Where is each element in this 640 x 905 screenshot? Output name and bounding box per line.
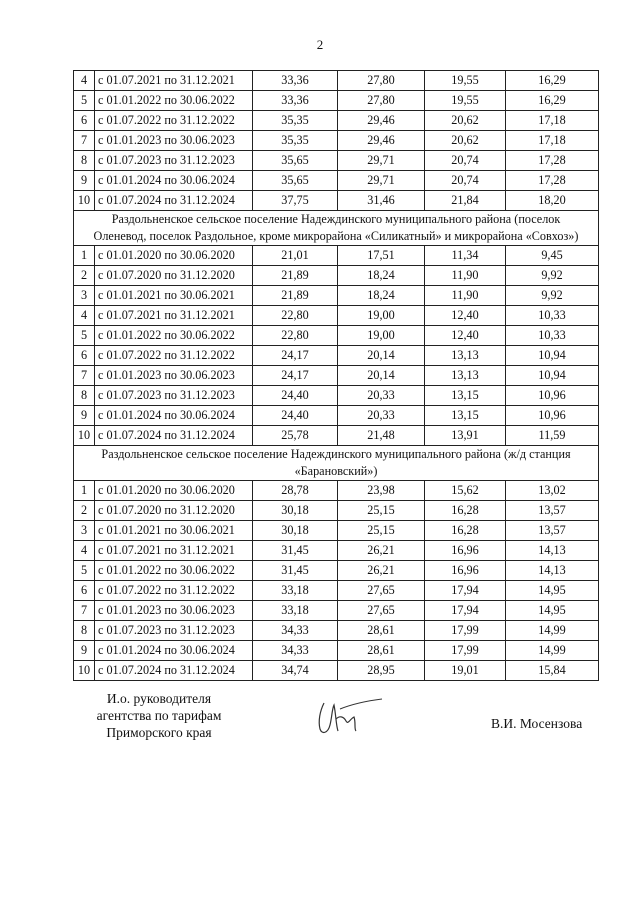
row-number-cell: 8 [74, 386, 95, 406]
value-cell: 29,46 [338, 111, 425, 131]
value-cell: 22,80 [253, 306, 338, 326]
period-cell: с 01.07.2021 по 31.12.2021 [95, 71, 253, 91]
value-cell: 25,15 [338, 521, 425, 541]
value-cell: 35,35 [253, 131, 338, 151]
table-row [74, 71, 599, 91]
table-row [74, 521, 599, 541]
value-cell: 37,75 [253, 191, 338, 211]
period-cell: с 01.07.2020 по 31.12.2020 [95, 266, 253, 286]
period-cell: с 01.01.2023 по 30.06.2023 [95, 131, 253, 151]
value-cell: 13,57 [506, 501, 599, 521]
value-cell: 9,92 [506, 286, 599, 306]
value-cell: 10,96 [506, 406, 599, 426]
value-cell: 12,40 [425, 306, 506, 326]
value-cell: 17,99 [425, 621, 506, 641]
value-cell: 14,13 [506, 541, 599, 561]
value-cell: 21,01 [253, 246, 338, 266]
value-cell: 23,98 [338, 481, 425, 501]
value-cell: 24,40 [253, 406, 338, 426]
row-number-cell: 5 [74, 561, 95, 581]
value-cell: 19,55 [425, 71, 506, 91]
value-cell: 17,99 [425, 641, 506, 661]
section-header [74, 446, 599, 481]
row-number-cell: 10 [74, 661, 95, 681]
value-cell: 14,13 [506, 561, 599, 581]
value-cell: 22,80 [253, 326, 338, 346]
value-cell: 24,17 [253, 366, 338, 386]
row-number-cell: 6 [74, 111, 95, 131]
value-cell: 18,20 [506, 191, 599, 211]
value-cell: 26,21 [338, 561, 425, 581]
value-cell: 20,33 [338, 386, 425, 406]
period-cell: с 01.07.2023 по 31.12.2023 [95, 386, 253, 406]
value-cell: 18,24 [338, 286, 425, 306]
table-row [74, 386, 599, 406]
value-cell: 16,28 [425, 521, 506, 541]
row-number-cell: 10 [74, 426, 95, 446]
section-header-line: Оленевод, поселок Раздольное, кроме микрорайона «Силикатный» и микрорайона «Совхоз») [93, 229, 579, 243]
value-cell: 17,18 [506, 111, 599, 131]
value-cell: 21,48 [338, 426, 425, 446]
value-cell: 28,61 [338, 621, 425, 641]
value-cell: 20,14 [338, 366, 425, 386]
value-cell: 16,29 [506, 91, 599, 111]
period-cell: с 01.01.2022 по 30.06.2022 [95, 91, 253, 111]
value-cell: 29,71 [338, 171, 425, 191]
table-row [74, 661, 599, 681]
row-number-cell: 2 [74, 266, 95, 286]
page-number: 2 [316, 37, 324, 52]
row-number-cell: 4 [74, 71, 95, 91]
row-number-cell: 9 [74, 641, 95, 661]
value-cell: 17,18 [506, 131, 599, 151]
table-row [74, 266, 599, 286]
value-cell: 21,84 [425, 191, 506, 211]
row-number-cell: 3 [74, 286, 95, 306]
period-cell: с 01.01.2023 по 30.06.2023 [95, 601, 253, 621]
value-cell: 9,45 [506, 246, 599, 266]
value-cell: 19,00 [338, 306, 425, 326]
period-cell: с 01.01.2021 по 30.06.2021 [95, 521, 253, 541]
value-cell: 13,13 [425, 346, 506, 366]
value-cell: 20,14 [338, 346, 425, 366]
period-cell: с 01.07.2021 по 31.12.2021 [95, 541, 253, 561]
table-row [74, 426, 599, 446]
row-number-cell: 8 [74, 621, 95, 641]
signatory-name: В.И. Мосензова [491, 716, 583, 731]
table-row [74, 286, 599, 306]
value-cell: 10,96 [506, 386, 599, 406]
value-cell: 10,94 [506, 366, 599, 386]
value-cell: 17,94 [425, 601, 506, 621]
period-cell: с 01.07.2024 по 31.12.2024 [95, 191, 253, 211]
signatory-title [84, 690, 234, 741]
tariff-table-body [74, 71, 599, 681]
table-row [74, 641, 599, 661]
value-cell: 14,95 [506, 601, 599, 621]
table-row [74, 366, 599, 386]
table-row [74, 171, 599, 191]
value-cell: 9,92 [506, 266, 599, 286]
value-cell: 20,62 [425, 111, 506, 131]
tariff-table [73, 70, 599, 681]
value-cell: 31,45 [253, 541, 338, 561]
value-cell: 24,17 [253, 346, 338, 366]
row-number-cell: 9 [74, 406, 95, 426]
value-cell: 19,00 [338, 326, 425, 346]
section-header-row [74, 211, 599, 246]
value-cell: 30,18 [253, 501, 338, 521]
value-cell: 25,15 [338, 501, 425, 521]
table-row [74, 191, 599, 211]
period-cell: с 01.01.2024 по 30.06.2024 [95, 406, 253, 426]
value-cell: 13,15 [425, 386, 506, 406]
value-cell: 31,46 [338, 191, 425, 211]
period-cell: с 01.01.2023 по 30.06.2023 [95, 366, 253, 386]
value-cell: 33,18 [253, 601, 338, 621]
value-cell: 19,01 [425, 661, 506, 681]
row-number-cell: 2 [74, 501, 95, 521]
table-row [74, 246, 599, 266]
value-cell: 14,99 [506, 641, 599, 661]
value-cell: 11,59 [506, 426, 599, 446]
value-cell: 17,94 [425, 581, 506, 601]
value-cell: 13,15 [425, 406, 506, 426]
value-cell: 27,65 [338, 581, 425, 601]
value-cell: 27,80 [338, 91, 425, 111]
period-cell: с 01.07.2024 по 31.12.2024 [95, 426, 253, 446]
section-header-line: Раздольненское сельское поселение Надеждинского муниципального района (поселок [111, 212, 561, 226]
signatory-title-line: Приморского края [106, 725, 212, 740]
row-number-cell: 6 [74, 581, 95, 601]
value-cell: 11,90 [425, 266, 506, 286]
value-cell: 13,02 [506, 481, 599, 501]
value-cell: 20,62 [425, 131, 506, 151]
handwritten-signature [310, 695, 390, 745]
value-cell: 13,13 [425, 366, 506, 386]
value-cell: 10,94 [506, 346, 599, 366]
value-cell: 20,74 [425, 151, 506, 171]
row-number-cell: 7 [74, 131, 95, 151]
value-cell: 17,51 [338, 246, 425, 266]
table-row [74, 91, 599, 111]
value-cell: 30,18 [253, 521, 338, 541]
value-cell: 16,96 [425, 561, 506, 581]
table-row [74, 541, 599, 561]
value-cell: 11,34 [425, 246, 506, 266]
value-cell: 25,78 [253, 426, 338, 446]
value-cell: 14,99 [506, 621, 599, 641]
value-cell: 35,65 [253, 151, 338, 171]
period-cell: с 01.07.2022 по 31.12.2022 [95, 346, 253, 366]
value-cell: 35,65 [253, 171, 338, 191]
row-number-cell: 1 [74, 246, 95, 266]
value-cell: 33,36 [253, 71, 338, 91]
value-cell: 35,35 [253, 111, 338, 131]
value-cell: 10,33 [506, 326, 599, 346]
table-row [74, 621, 599, 641]
section-header-row [74, 446, 599, 481]
signatory-title-line: агентства по тарифам [96, 708, 222, 723]
period-cell: с 01.07.2022 по 31.12.2022 [95, 111, 253, 131]
value-cell: 26,21 [338, 541, 425, 561]
value-cell: 33,36 [253, 91, 338, 111]
row-number-cell: 7 [74, 366, 95, 386]
value-cell: 19,55 [425, 91, 506, 111]
table-row [74, 346, 599, 366]
value-cell: 34,74 [253, 661, 338, 681]
table-row [74, 111, 599, 131]
table-row [74, 306, 599, 326]
value-cell: 16,28 [425, 501, 506, 521]
table-row [74, 561, 599, 581]
period-cell: с 01.07.2022 по 31.12.2022 [95, 581, 253, 601]
period-cell: с 01.01.2024 по 30.06.2024 [95, 641, 253, 661]
value-cell: 24,40 [253, 386, 338, 406]
value-cell: 27,65 [338, 601, 425, 621]
table-row [74, 326, 599, 346]
value-cell: 34,33 [253, 621, 338, 641]
period-cell: с 01.07.2020 по 31.12.2020 [95, 501, 253, 521]
section-header-line: «Барановский») [294, 464, 378, 478]
row-number-cell: 6 [74, 346, 95, 366]
value-cell: 11,90 [425, 286, 506, 306]
period-cell: с 01.01.2022 по 30.06.2022 [95, 561, 253, 581]
period-cell: с 01.01.2021 по 30.06.2021 [95, 286, 253, 306]
value-cell: 12,40 [425, 326, 506, 346]
period-cell: с 01.07.2023 по 31.12.2023 [95, 151, 253, 171]
value-cell: 13,57 [506, 521, 599, 541]
value-cell: 15,62 [425, 481, 506, 501]
value-cell: 33,18 [253, 581, 338, 601]
value-cell: 27,80 [338, 71, 425, 91]
row-number-cell: 5 [74, 326, 95, 346]
value-cell: 20,74 [425, 171, 506, 191]
table-row [74, 601, 599, 621]
period-cell: с 01.01.2022 по 30.06.2022 [95, 326, 253, 346]
table-row [74, 151, 599, 171]
table-row [74, 406, 599, 426]
value-cell: 16,29 [506, 71, 599, 91]
signature-block [0, 690, 640, 750]
row-number-cell: 10 [74, 191, 95, 211]
row-number-cell: 5 [74, 91, 95, 111]
value-cell: 14,95 [506, 581, 599, 601]
value-cell: 18,24 [338, 266, 425, 286]
value-cell: 29,71 [338, 151, 425, 171]
value-cell: 28,61 [338, 641, 425, 661]
value-cell: 13,91 [425, 426, 506, 446]
row-number-cell: 7 [74, 601, 95, 621]
value-cell: 21,89 [253, 266, 338, 286]
value-cell: 31,45 [253, 561, 338, 581]
value-cell: 15,84 [506, 661, 599, 681]
section-header [74, 211, 599, 246]
row-number-cell: 1 [74, 481, 95, 501]
signatory-title-line: И.о. руководителя [106, 691, 212, 706]
row-number-cell: 3 [74, 521, 95, 541]
period-cell: с 01.01.2020 по 30.06.2020 [95, 481, 253, 501]
section-header-line: Раздольненское сельское поселение Надеждинского муниципального района (ж/д станция [101, 447, 571, 461]
table-row [74, 481, 599, 501]
value-cell: 20,33 [338, 406, 425, 426]
value-cell: 17,28 [506, 171, 599, 191]
value-cell: 16,96 [425, 541, 506, 561]
value-cell: 17,28 [506, 151, 599, 171]
period-cell: с 01.01.2020 по 30.06.2020 [95, 246, 253, 266]
row-number-cell: 4 [74, 306, 95, 326]
value-cell: 34,33 [253, 641, 338, 661]
value-cell: 28,78 [253, 481, 338, 501]
period-cell: с 01.07.2021 по 31.12.2021 [95, 306, 253, 326]
table-row [74, 581, 599, 601]
table-row [74, 501, 599, 521]
value-cell: 10,33 [506, 306, 599, 326]
period-cell: с 01.07.2024 по 31.12.2024 [95, 661, 253, 681]
period-cell: с 01.01.2024 по 30.06.2024 [95, 171, 253, 191]
period-cell: с 01.07.2023 по 31.12.2023 [95, 621, 253, 641]
value-cell: 29,46 [338, 131, 425, 151]
row-number-cell: 9 [74, 171, 95, 191]
row-number-cell: 4 [74, 541, 95, 561]
table-row [74, 131, 599, 151]
row-number-cell: 8 [74, 151, 95, 171]
value-cell: 28,95 [338, 661, 425, 681]
value-cell: 21,89 [253, 286, 338, 306]
